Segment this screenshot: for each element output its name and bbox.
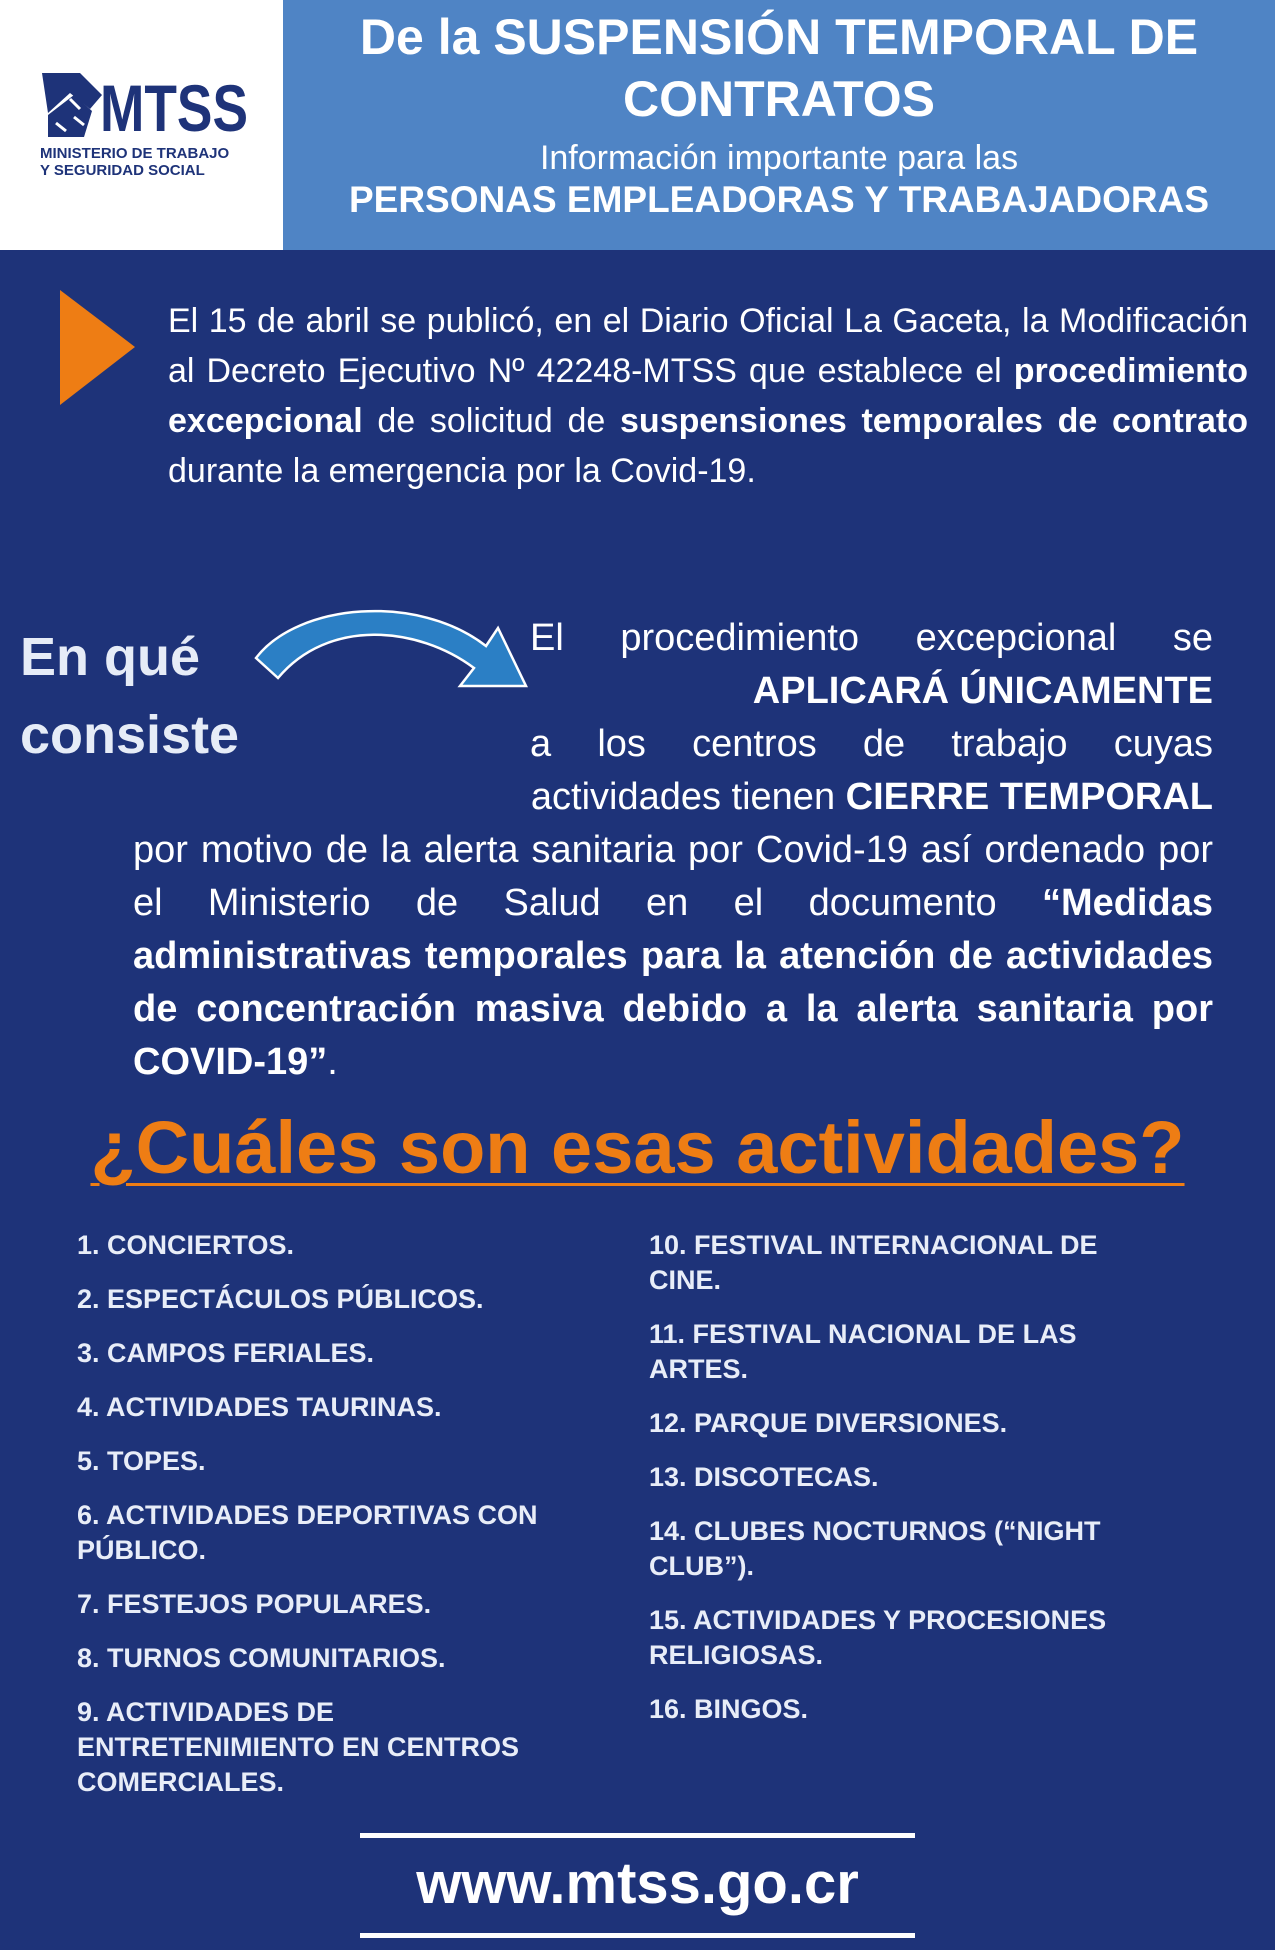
list-item: 16. BINGOS. xyxy=(649,1694,809,1724)
procedure-intro xyxy=(530,612,1213,771)
list-item: 11. FESTIVAL NACIONAL DE LAS ARTES. xyxy=(649,1319,1077,1384)
curved-arrow-icon xyxy=(248,598,533,698)
procedure-body xyxy=(133,824,1213,1089)
procedure-document-title: “Medidas administrativas temporales para la atención de actividades de concentración masiva debido a la alerta sanitaria por COVID-19” xyxy=(133,882,1213,1083)
page-subtitle: Información importante para las xyxy=(539,139,1019,177)
procedure-text-5: . xyxy=(327,1041,338,1083)
intro-bold-1: procedimiento excepcional xyxy=(168,352,1248,440)
page-title xyxy=(283,6,1275,130)
logo-wordmark: MTSS xyxy=(100,71,248,145)
website-link[interactable]: www.mtss.go.cr xyxy=(416,1851,859,1916)
section-label: En qué consiste xyxy=(20,627,240,765)
list-item: 8. TURNOS COMUNITARIOS. xyxy=(77,1643,446,1673)
intro-bold-2: suspensiones temporales de contrato xyxy=(620,402,1248,440)
activities-heading xyxy=(0,1103,1275,1193)
list-item: 9. ACTIVIDADES DE ENTRETENIMIENTO EN CENTROS COMERCIALES. xyxy=(77,1697,520,1797)
procedure-line-1: El procedimiento excepcional se xyxy=(530,617,1213,659)
activities-list-left xyxy=(77,1228,597,1819)
mtss-logo-icon xyxy=(40,65,250,145)
intro-paragraph xyxy=(168,296,1248,496)
header xyxy=(0,0,1275,250)
website-footer xyxy=(360,1833,915,1938)
list-item: 2. ESPECTÁCULOS PÚBLICOS. xyxy=(77,1284,484,1314)
logo-subtitle-line-1: MINISTERIO DE TRABAJO xyxy=(40,145,230,162)
procedure-line-2: a los centros de trabajo cuyas xyxy=(530,723,1213,765)
title-prefix: De la xyxy=(359,9,494,65)
activities-list-right xyxy=(649,1228,1169,1746)
list-item: 6. ACTIVIDADES DEPORTIVAS CON PÚBLICO. xyxy=(77,1500,538,1565)
list-item: 13. DISCOTECAS. xyxy=(649,1462,879,1492)
intro-text-2: de solicitud de xyxy=(362,402,621,440)
footer-divider-bottom xyxy=(360,1933,915,1938)
activities-heading-text: ¿Cuáles son esas actividades? xyxy=(90,1106,1185,1189)
list-item: 15. ACTIVIDADES Y PROCESIONES RELIGIOSAS. xyxy=(649,1605,1107,1670)
list-item: 10. FESTIVAL INTERNACIONAL DE CINE. xyxy=(649,1230,1098,1295)
footer-divider-top xyxy=(360,1833,915,1838)
logo-subtitle xyxy=(40,145,270,179)
intro-text-3: durante la emergencia por la Covid-19. xyxy=(168,452,756,490)
logo-subtitle-line-2: Y SEGURIDAD SOCIAL xyxy=(40,162,205,179)
procedure-emphasis-2: CIERRE TEMPORAL xyxy=(845,776,1213,818)
audience-heading: PERSONAS EMPLEADORAS Y TRABAJADORAS xyxy=(348,179,1210,220)
list-item: 7. FESTEJOS POPULARES. xyxy=(77,1589,432,1619)
list-item: 14. CLUBES NOCTURNOS (“NIGHT CLUB”). xyxy=(649,1516,1101,1581)
list-item: 4. ACTIVIDADES TAURINAS. xyxy=(77,1392,442,1422)
list-item: 5. TOPES. xyxy=(77,1446,206,1476)
procedure-line-3 xyxy=(410,771,1213,824)
list-item: 12. PARQUE DIVERSIONES. xyxy=(649,1408,1008,1438)
list-item: 3. CAMPOS FERIALES. xyxy=(77,1338,375,1368)
orange-triangle-icon xyxy=(60,290,135,405)
intro-text-1: El 15 de abril se publicó, en el Diario Oficial La Gaceta, la Modificación al Decreto Ejecutivo Nº 42248-MTSS que establece el xyxy=(168,302,1248,390)
logo xyxy=(0,0,283,250)
procedure-text-3: actividades tienen xyxy=(530,776,846,818)
procedure-emphasis-1: APLICARÁ ÚNICAMENTE xyxy=(752,670,1213,712)
procedure-text-4: por motivo de la alerta sanitaria por Covid-19 así ordenado por el Ministerio de Salud en el documento xyxy=(133,829,1213,924)
title-banner xyxy=(283,0,1275,250)
list-item: 1. CONCIERTOS. xyxy=(77,1230,295,1260)
title-main: SUSPENSIÓN TEMPORAL DE CONTRATOS xyxy=(493,9,1199,127)
